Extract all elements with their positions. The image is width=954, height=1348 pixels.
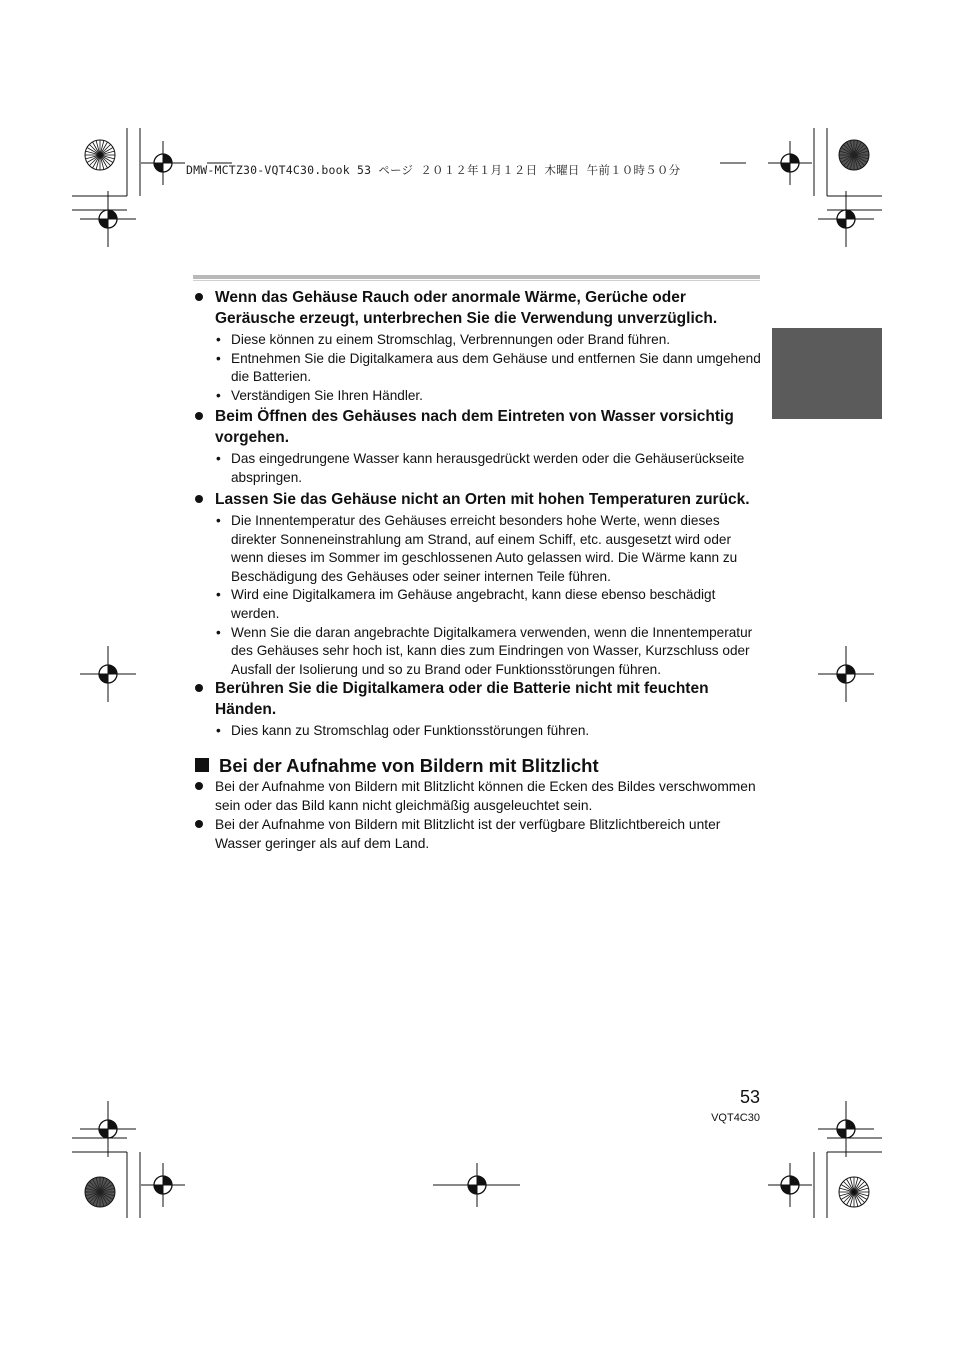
bullet-icon bbox=[195, 820, 203, 828]
bullet-icon bbox=[195, 412, 203, 420]
warning-item bbox=[193, 679, 761, 720]
sub-item: • Dies kann zu Stromschlag oder Funktionsstörungen führen. bbox=[216, 723, 590, 739]
registration-starburst-icon bbox=[85, 140, 115, 170]
warning-item bbox=[193, 407, 761, 448]
sub-item-text: Wird eine Digitalkamera im Gehäuse angebracht, kann diese ebenso beschädigt werden. bbox=[231, 587, 716, 622]
crosshair-mark-icon bbox=[768, 1163, 812, 1207]
crosshair-mark-icon bbox=[768, 141, 812, 185]
sub-item: • Das eingedrungene Wasser kann herausgedrückt werden oder die Gehäuserückseite abspringen. bbox=[216, 451, 745, 485]
sub-item-text: Entnehmen Sie die Digitalkamera aus dem Gehäuse und entfernen Sie dann umgehend die Batterien. bbox=[231, 350, 761, 385]
sub-item: • Verständigen Sie Ihren Händler. bbox=[216, 387, 423, 403]
main-content bbox=[193, 288, 761, 853]
crosshair-mark-icon bbox=[818, 191, 874, 247]
top-rule bbox=[193, 275, 760, 279]
crosshair-mark-icon bbox=[141, 141, 185, 185]
crosshair-mark-icon bbox=[80, 646, 136, 702]
top-rule-secondary bbox=[193, 280, 760, 281]
section-bullet bbox=[193, 815, 761, 853]
print-header-line: DMW-MCTZ30-VQT4C30.book 53 ページ ２０１２年１月１２日 木曜日 午前１０時５０分 bbox=[186, 163, 681, 177]
crosshair-mark-icon bbox=[141, 1163, 185, 1207]
model-code: VQT4C30 bbox=[711, 1112, 760, 1124]
sub-item: • Diese können zu einem Stromschlag, Verbrennungen oder Brand führen. bbox=[216, 332, 671, 347]
bullet-icon bbox=[195, 782, 203, 790]
section-bullet bbox=[193, 777, 761, 815]
sub-item-text: Verständigen Sie Ihren Händler. bbox=[231, 387, 423, 403]
warning-title: Beim Öffnen des Gehäuses nach dem Eintreten von Wasser vorsichtig vorgehen. bbox=[215, 408, 734, 446]
section-bullet-text: Bei der Aufnahme von Bildern mit Blitzlicht ist der verfügbare Blitzlichtbereich unter Wasser geringer als auf dem Land. bbox=[215, 817, 721, 851]
crosshair-mark-icon bbox=[80, 191, 136, 247]
sub-item: • Die Innentemperatur des Gehäuses erreicht besonders hohe Werte, wenn dieses direkter Sonneneinstrahlung am Strand, auf einem Schiff, etc. ausgesetzt wird oder wenn dieses im Sommer im geschlossenen Auto gelassen wird. Die Wärme kann zu Beschädigung des Gehäuses oder seiner internen Teile führen. bbox=[216, 513, 738, 584]
warning-item bbox=[193, 288, 761, 329]
sub-item: • Entnehmen Sie die Digitalkamera aus dem Gehäuse und entfernen Sie dann umgehend die Batterien. bbox=[216, 350, 761, 385]
side-tab bbox=[772, 328, 882, 419]
registration-starburst-icon bbox=[839, 140, 869, 170]
warning-title: Berühren Sie die Digitalkamera oder die Batterie nicht mit feuchten Händen. bbox=[215, 680, 709, 718]
bullet-icon bbox=[195, 293, 203, 301]
crosshair-mark-icon bbox=[818, 1101, 874, 1157]
sub-item-text: Das eingedrungene Wasser kann herausgedrückt werden oder die Gehäuserückseite abspringen. bbox=[231, 451, 745, 485]
square-bullet-icon bbox=[195, 758, 209, 772]
page-number: 53 bbox=[739, 1087, 760, 1107]
warning-item bbox=[193, 490, 761, 511]
section-heading-text: Bei der Aufnahme von Bildern mit Blitzlicht bbox=[219, 755, 599, 776]
section-bullet-text: Bei der Aufnahme von Bildern mit Blitzlicht können die Ecken des Bildes verschwommen sein oder das Bild kann nicht gleichmäßig ausgeleuchtet sein. bbox=[215, 779, 756, 813]
registration-starburst-icon bbox=[85, 1177, 115, 1207]
crosshair-mark-icon bbox=[818, 646, 874, 702]
section-heading bbox=[193, 755, 761, 777]
crosshair-mark-icon bbox=[80, 1101, 136, 1157]
sub-item-text: Dies kann zu Stromschlag oder Funktionsstörungen führen. bbox=[231, 723, 590, 739]
registration-starburst-icon bbox=[839, 1177, 869, 1207]
warning-title: Wenn das Gehäuse Rauch oder anormale Wärme, Gerüche oder Geräusche erzeugt, unterbrechen Sie die Verwendung unverzüglich. bbox=[215, 289, 718, 327]
warning-title: Lassen Sie das Gehäuse nicht an Orten mit hohen Temperaturen zurück. bbox=[215, 490, 750, 508]
sub-item-text: Die Innentemperatur des Gehäuses erreicht besonders hohe Werte, wenn dieses direkter Sonneneinstrahlung am Strand, auf einem Schiff, etc. ausgesetzt wird oder wenn dieses im Sommer im geschlossenen Auto gelassen wird. Die Wärme kann zu Beschädigung des Gehäuses oder seiner internen Teile führen. bbox=[231, 513, 738, 584]
bullet-icon bbox=[195, 684, 203, 692]
bullet-icon bbox=[195, 495, 203, 503]
sub-item: • Wenn Sie die daran angebrachte Digitalkamera verwenden, wenn die Innentemperatur des Gehäuses sehr hoch ist, kann dies zum Eindringen von Wasser, Kurzschluss oder Ausfall der Isolierung und so zu Brand oder Funktionsstörungen führen. bbox=[216, 624, 753, 677]
sub-item-text: Diese können zu einem Stromschlag, Verbrennungen oder Brand führen. bbox=[231, 332, 671, 347]
sub-item-text: Wenn Sie die daran angebrachte Digitalkamera verwenden, wenn die Innentemperatur des Gehäuses sehr hoch ist, kann dies zum Eindringen von Wasser, Kurzschluss oder Ausfall der Isolierung und so zu Brand oder Funktionsstörungen führen. bbox=[231, 624, 753, 677]
sub-item: • Wird eine Digitalkamera im Gehäuse angebracht, kann diese ebenso beschädigt werden. bbox=[216, 587, 716, 622]
